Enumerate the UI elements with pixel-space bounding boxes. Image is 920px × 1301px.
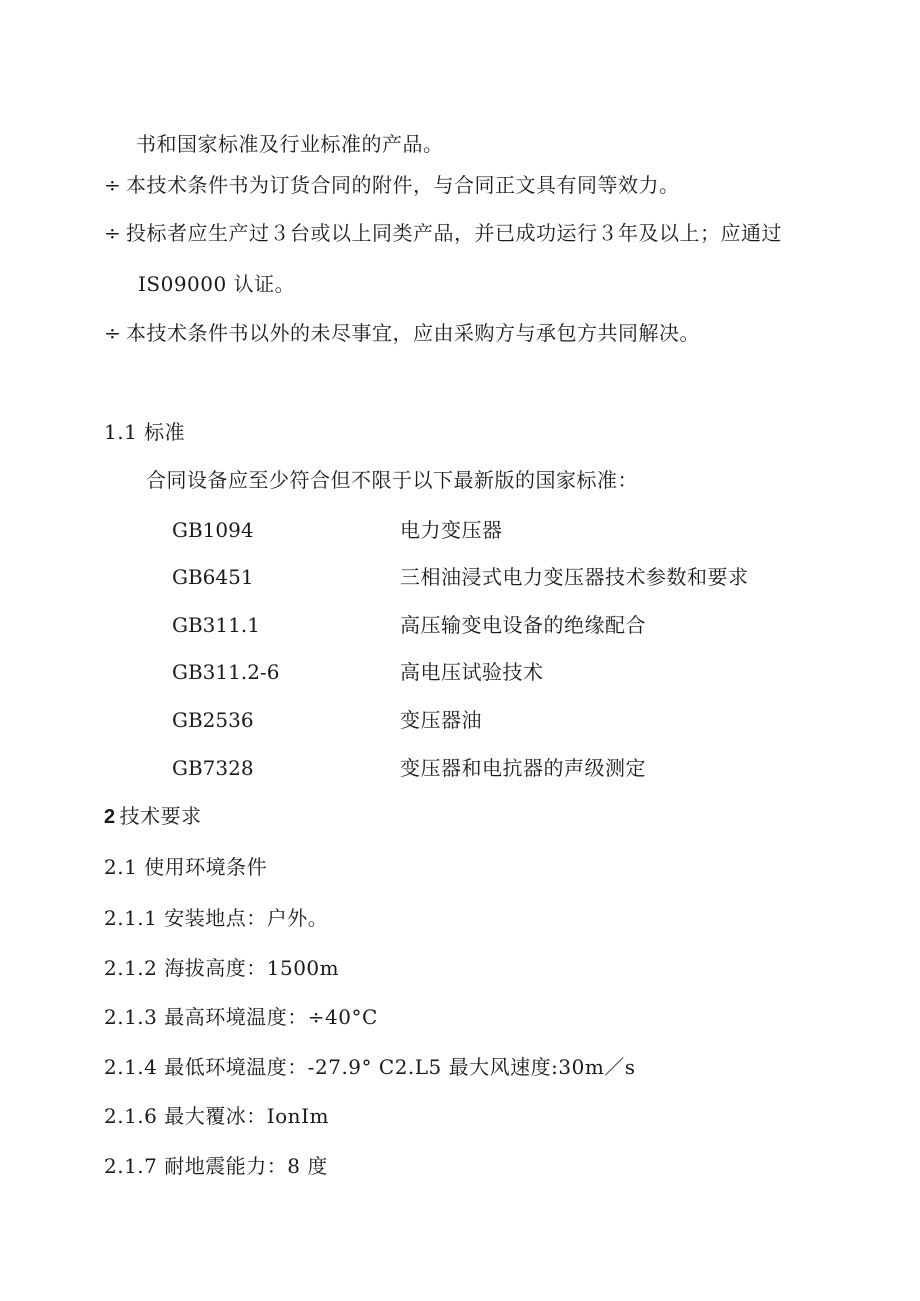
standard-code: GB2536 xyxy=(172,708,254,732)
condition-item-max-temperature: 2.1.3 最高环境温度：÷40°C xyxy=(104,1005,378,1029)
bullet-paragraph-contract-attachment xyxy=(104,171,680,199)
section-heading-2 xyxy=(104,802,202,831)
section-number: 2 xyxy=(104,806,116,828)
bullet-glyph: ÷ xyxy=(104,221,122,245)
standard-name: 三相油浸式电力变压器技术参数和要求 xyxy=(400,565,749,589)
standard-code: GB6451 xyxy=(172,565,254,589)
condition-item-install-location: 2.1.1 安装地点：户外。 xyxy=(104,906,329,930)
section-title: 技术要求 xyxy=(119,804,202,828)
standard-name: 高压输变电设备的绝缘配合 xyxy=(400,613,646,637)
paragraph-continuation: 书和国家标准及行业标准的产品。 xyxy=(136,132,444,156)
condition-item-ice-cover: 2.1.6 最大覆冰：IonIm xyxy=(104,1104,329,1128)
paragraph-text: 投标者应生产过３台或以上同类产品，并已成功运行３年及以上；应通过 xyxy=(126,221,782,245)
bullet-glyph: ÷ xyxy=(104,321,122,345)
standards-intro: 合同设备应至少符合但不限于以下最新版的国家标准： xyxy=(146,468,638,492)
standard-code: GB311.1 xyxy=(172,613,260,637)
section-heading-1-1: 1.1 标准 xyxy=(104,420,186,444)
bullet-paragraph-other-matters xyxy=(104,319,700,347)
standard-name: 高电压试验技术 xyxy=(400,660,544,684)
bullet-paragraph-bidder-requirement xyxy=(104,219,782,247)
standard-code: GB7328 xyxy=(172,756,254,780)
standard-name: 变压器和电抗器的声级测定 xyxy=(400,756,646,780)
standard-code: GB311.2-6 xyxy=(172,660,280,684)
condition-item-seismic: 2.1.7 耐地震能力：8 度 xyxy=(104,1154,328,1178)
condition-item-min-temperature-wind: 2.1.4 最低环境温度：-27.9° C2.L5 最大风速度:30m／s xyxy=(104,1055,636,1079)
section-heading-2-1: 2.1 使用环境条件 xyxy=(104,855,268,879)
paragraph-text: 本技术条件书以外的未尽事宜，应由采购方与承包方共同解决。 xyxy=(126,321,700,345)
standard-code: GB1094 xyxy=(172,518,254,542)
standard-name: 电力变压器 xyxy=(400,518,503,542)
condition-item-altitude: 2.1.2 海拔高度：1500m xyxy=(104,956,340,980)
paragraph-text: 本技术条件书为订货合同的附件，与合同正文具有同等效力。 xyxy=(126,173,680,197)
paragraph-continuation-iso: IS09000 认证。 xyxy=(138,272,296,296)
bullet-glyph: ÷ xyxy=(104,173,122,197)
standard-name: 变压器油 xyxy=(400,708,482,732)
